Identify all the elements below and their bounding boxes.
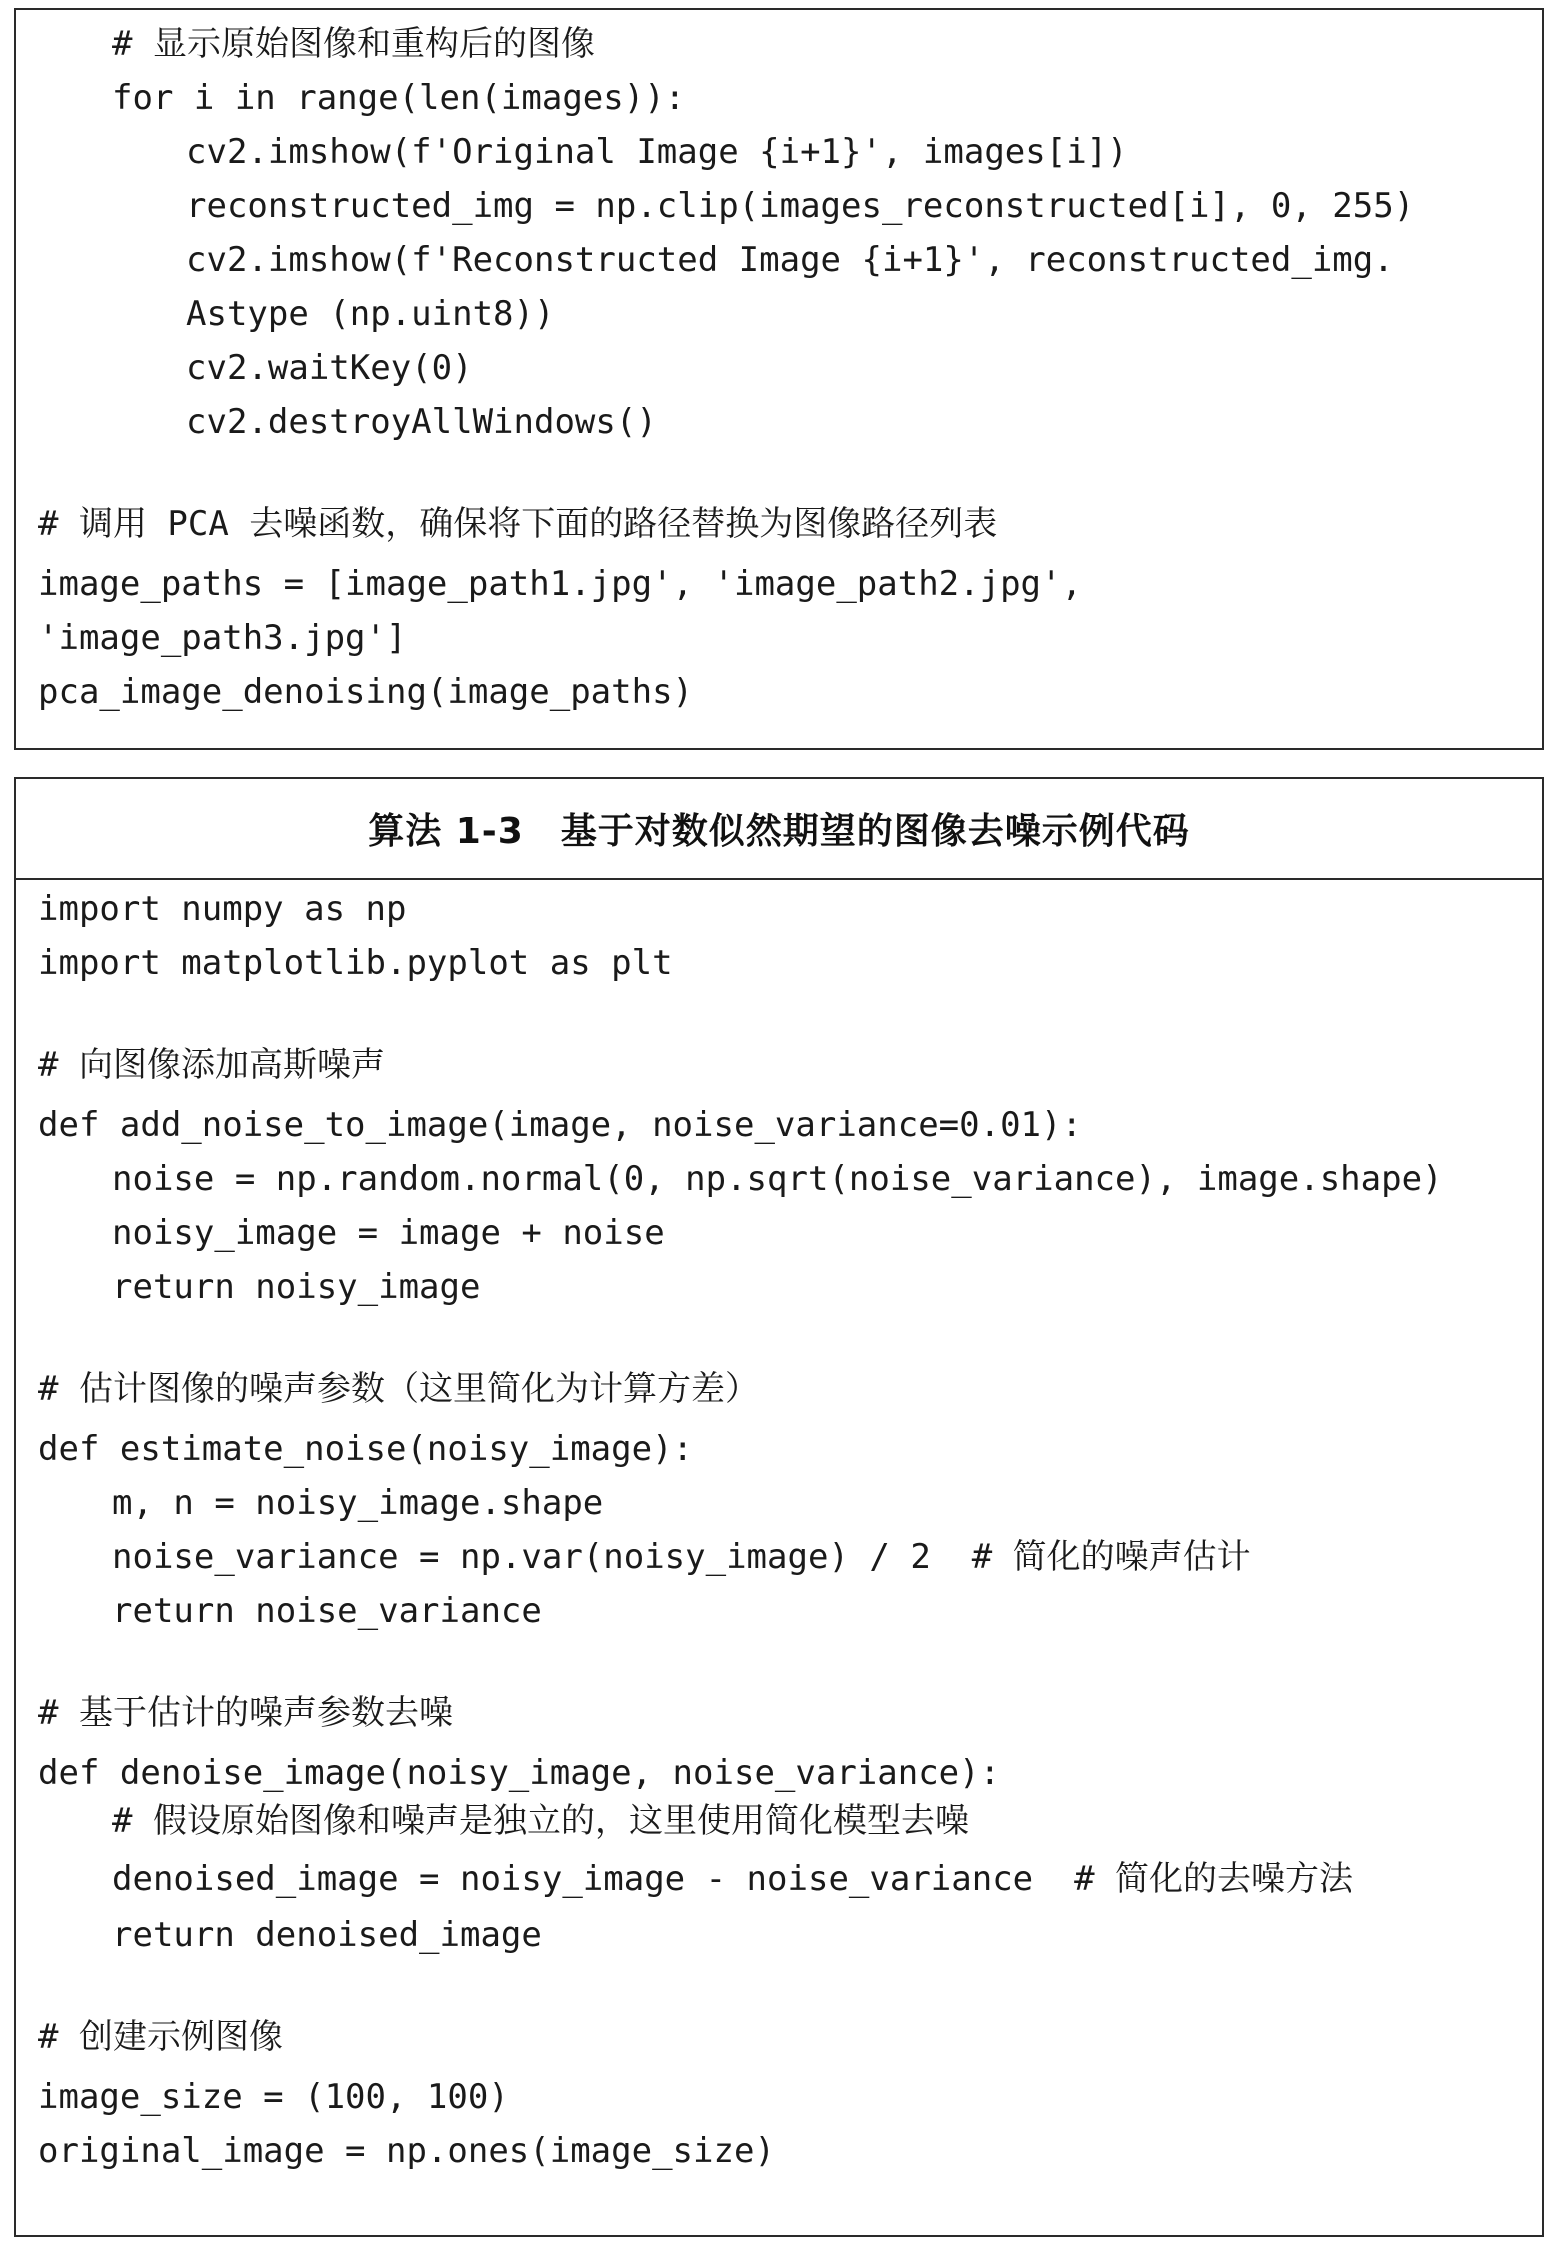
- code-comment: # 向图像添加高斯噪声: [38, 1045, 385, 1085]
- code-line: return noise_variance: [112, 1591, 542, 1631]
- code-line: original_image = np.ones(image_size): [38, 2131, 775, 2171]
- code-line: image_paths = [image_path1.jpg', 'image_path2.jpg',: [38, 564, 1082, 604]
- code-comment: # 调用 PCA 去噪函数，确保将下面的路径替换为图像路径列表: [38, 504, 998, 544]
- code-comment: # 创建示例图像: [38, 2017, 283, 2057]
- algorithm-box-1-3: [14, 777, 1544, 2237]
- code-block-pca-continued: [14, 8, 1544, 750]
- code-line: def estimate_noise(noisy_image):: [38, 1429, 694, 1469]
- code-line: def add_noise_to_image(image, noise_variance=0.01):: [38, 1105, 1082, 1145]
- code-line: noisy_image = image + noise: [112, 1213, 665, 1253]
- algorithm-title: 算法 1-3 基于对数似然期望的图像去噪示例代码: [16, 779, 1542, 880]
- code-line: cv2.destroyAllWindows(): [186, 402, 657, 442]
- code-line: return noisy_image: [112, 1267, 481, 1307]
- code-line: denoised_image = noisy_image - noise_variance # 简化的去噪方法: [112, 1859, 1354, 1899]
- code-line: for i in range(len(images)):: [112, 78, 686, 118]
- code-line: cv2.waitKey(0): [186, 348, 473, 388]
- code-line: def denoise_image(noisy_image, noise_variance):: [38, 1753, 1001, 1793]
- code-line: m, n = noisy_image.shape: [112, 1483, 604, 1523]
- code-line: pca_image_denoising(image_paths): [38, 672, 694, 712]
- code-line: 'image_path3.jpg']: [38, 618, 407, 658]
- code-line: Astype (np.uint8)): [186, 294, 555, 334]
- code-line: cv2.imshow(f'Reconstructed Image {i+1}', reconstructed_img.: [186, 240, 1394, 280]
- code-comment: # 假设原始图像和噪声是独立的，这里使用简化模型去噪: [112, 1801, 969, 1841]
- code-line: cv2.imshow(f'Original Image {i+1}', images[i]): [186, 132, 1128, 172]
- code-comment: # 估计图像的噪声参数（这里简化为计算方差）: [38, 1369, 759, 1409]
- code-line: noise = np.random.normal(0, np.sqrt(noise_variance), image.shape): [112, 1159, 1443, 1199]
- code-line: image_size = (100, 100): [38, 2077, 509, 2117]
- code-line: import numpy as np: [38, 889, 407, 929]
- code-comment: # 基于估计的噪声参数去噪: [38, 1693, 453, 1733]
- code-line: reconstructed_img = np.clip(images_reconstructed[i], 0, 255): [186, 186, 1415, 226]
- code-line: return denoised_image: [112, 1915, 542, 1955]
- code-line: noise_variance = np.var(noisy_image) / 2 # 简化的噪声估计: [112, 1537, 1251, 1577]
- code-line: import matplotlib.pyplot as plt: [38, 943, 673, 983]
- code-comment: # 显示原始图像和重构后的图像: [112, 24, 595, 64]
